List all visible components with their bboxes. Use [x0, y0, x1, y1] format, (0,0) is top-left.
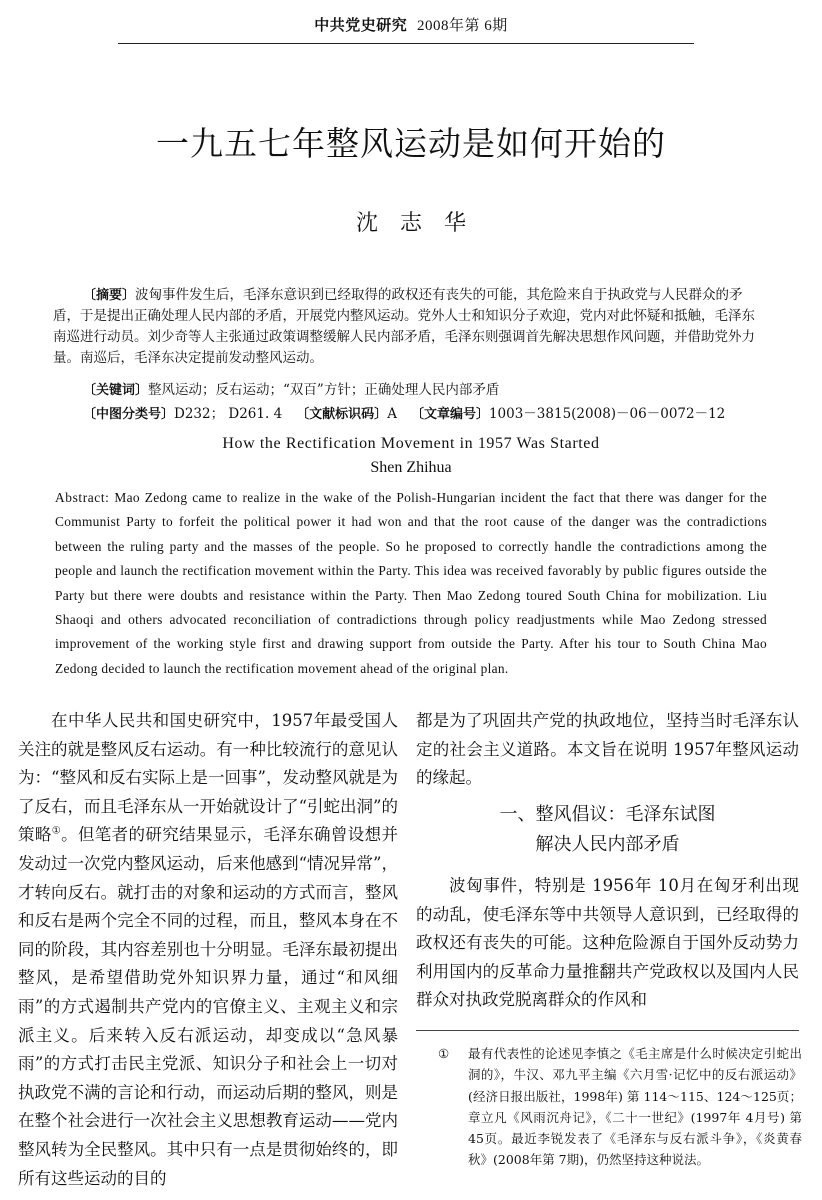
issue-number: 2008年第 6期	[416, 18, 508, 34]
clc-value: D232； D261. 4	[174, 406, 283, 422]
english-abstract-text: Mao Zedong came to realize in the wake of the Polish-Hungarian incident the fact that there was danger for the Communist Party to forfeit the political power it had won and that the root cause of the danger was the contradictions between the ruling party and the masses of the people. So he proposed to correctly handle the contradictions among the people and launch the rectification movement within the Party. This idea was received favorably by public figures outside the Party but there were doubts and resistance within the Party. Then Mao Zedong toured South China for mobilization. Liu Shaoqi and others advocated reconciliation of contradictions through policy readjustments while Mao Zedong stressed improvement of the working style first and drawing support from outside the Party. After his tour to South China Mao Zedong decided to launch the rectification movement ahead of the original plan.	[55, 490, 767, 676]
article-number-value: 1003－3815(2008)－06－0072－12	[488, 406, 726, 422]
footnote-reference[interactable]: ①	[51, 825, 62, 837]
body-column-left	[18, 707, 398, 1193]
section-heading-line1: 一、整风倡议：毛泽东试图	[499, 804, 716, 825]
keywords	[53, 380, 793, 401]
body-paragraph-section1: 波匈事件，特别是 1956年 10月在匈牙利出现的动乱，使毛泽东等中共领导人意识到，已经取得的政权还有丧失的可能。这种危险源自于国外反动势力利用国内的反革命力量推翻共产党政权以及国内人民群众对执政党脱离群众的作风和	[416, 876, 799, 1010]
clc-label: 〔中图分类号〕	[83, 407, 175, 422]
keywords-text: 整风运动；反右运动；“双百”方针；正确处理人民内部矛盾	[148, 382, 500, 398]
keywords-label: 〔关键词〕	[83, 383, 149, 398]
english-abstract-label: Abstract:	[55, 490, 110, 505]
journal-name: 中共党史研究	[314, 16, 408, 34]
english-author: Shen Zhihua	[370, 459, 452, 476]
english-abstract	[55, 486, 767, 681]
article-title: 一九五七年整风运动是如何开始的	[156, 124, 666, 163]
section-heading-line2: 解决人民内部矛盾	[535, 834, 680, 855]
footnote-mark: ①	[438, 1046, 450, 1061]
section-heading	[416, 800, 799, 860]
doc-code-value: A	[387, 406, 397, 422]
abstract-text: 波匈事件发生后，毛泽东意识到已经取得的政权还有丧失的可能，其危险来自于执政党与人民群众的矛盾，于是提出正确处理人民内部的矛盾，开展党内整风运动。党外人士和知识分子欢迎，党内对此怀疑和抵触，毛泽东南巡进行动员。刘少奇等人主张通过政策调整缓解人民内部矛盾，毛泽东则强调首先解决思想作风问题，并借助党外力量。南巡后，毛泽东决定提前发动整风运动。	[53, 287, 755, 366]
body-paragraph-intro-part2: 。但笔者的研究结果显示，毛泽东确曾设想并发动过一次党内整风运动，后来他感到“情况异常”，才转向反右。就打击的对象和运动的方式而言，整风和反右是两个完全不同的过程，而且，整风本身在不同的阶段，其内容差别也十分明显。毛泽东最初提出整风，是希望借助党外知识界力量，通过“和风细雨”的方式遏制共产党内的官僚主义、主观主义和宗派主义。后来转入反右派运动，却变成以“急风暴雨”的方式打击民主党派、知识分子和社会上一切对执政党不满的言论和行动，而运动后期的整风，则是在整个社会进行一次社会主义思想教育运动——党内整风转为全民整风。其中只有一点是贯彻始终的，即所有这些运动的目的	[18, 825, 399, 1188]
author-name: 沈志华	[355, 211, 488, 236]
article-number-label: 〔文章编号〕	[410, 407, 489, 422]
footnote-rule	[416, 1030, 799, 1031]
running-header	[0, 14, 822, 35]
header-rule	[118, 43, 694, 44]
abstract-label: 〔摘要〕	[83, 288, 136, 303]
doc-code-label: 〔文献标识码〕	[296, 407, 388, 422]
footnote-text: 最有代表性的论述见李慎之《毛主席是什么时候决定引蛇出洞的》，牛汉、邓九平主编《六月雪·记忆中的反右派运动》(经济日报出版社，1998年) 第 114～115、124～125页；章立凡《风雨沉舟记》，《二十一世纪》(1997年 4月号) 第 45页。最近李锐发表了《毛泽东与反右派斗争》，《炎黄春秋》(2008年第 7期)，仍然坚持这种说法。	[468, 1046, 802, 1168]
body-paragraph-intro-part1: 在中华人民共和国史研究中，1957年最受国人关注的就是整风反右运动。有一种比较流行的意见认为：“整风和反右实际上是一回事”，发动整风就是为了反右，而且毛泽东从一开始就设计了“引蛇出洞”的策略	[18, 711, 398, 845]
classification-line	[53, 404, 793, 425]
footnote	[440, 1043, 802, 1171]
english-title: How the Rectification Movement in 1957 Was Started	[222, 435, 600, 452]
abstract-chinese	[53, 285, 763, 369]
body-paragraph-continued: 都是为了巩固共产党的执政地位，坚持当时毛泽东认定的社会主义道路。本文旨在说明 1957年整风运动的缘起。	[416, 711, 799, 788]
